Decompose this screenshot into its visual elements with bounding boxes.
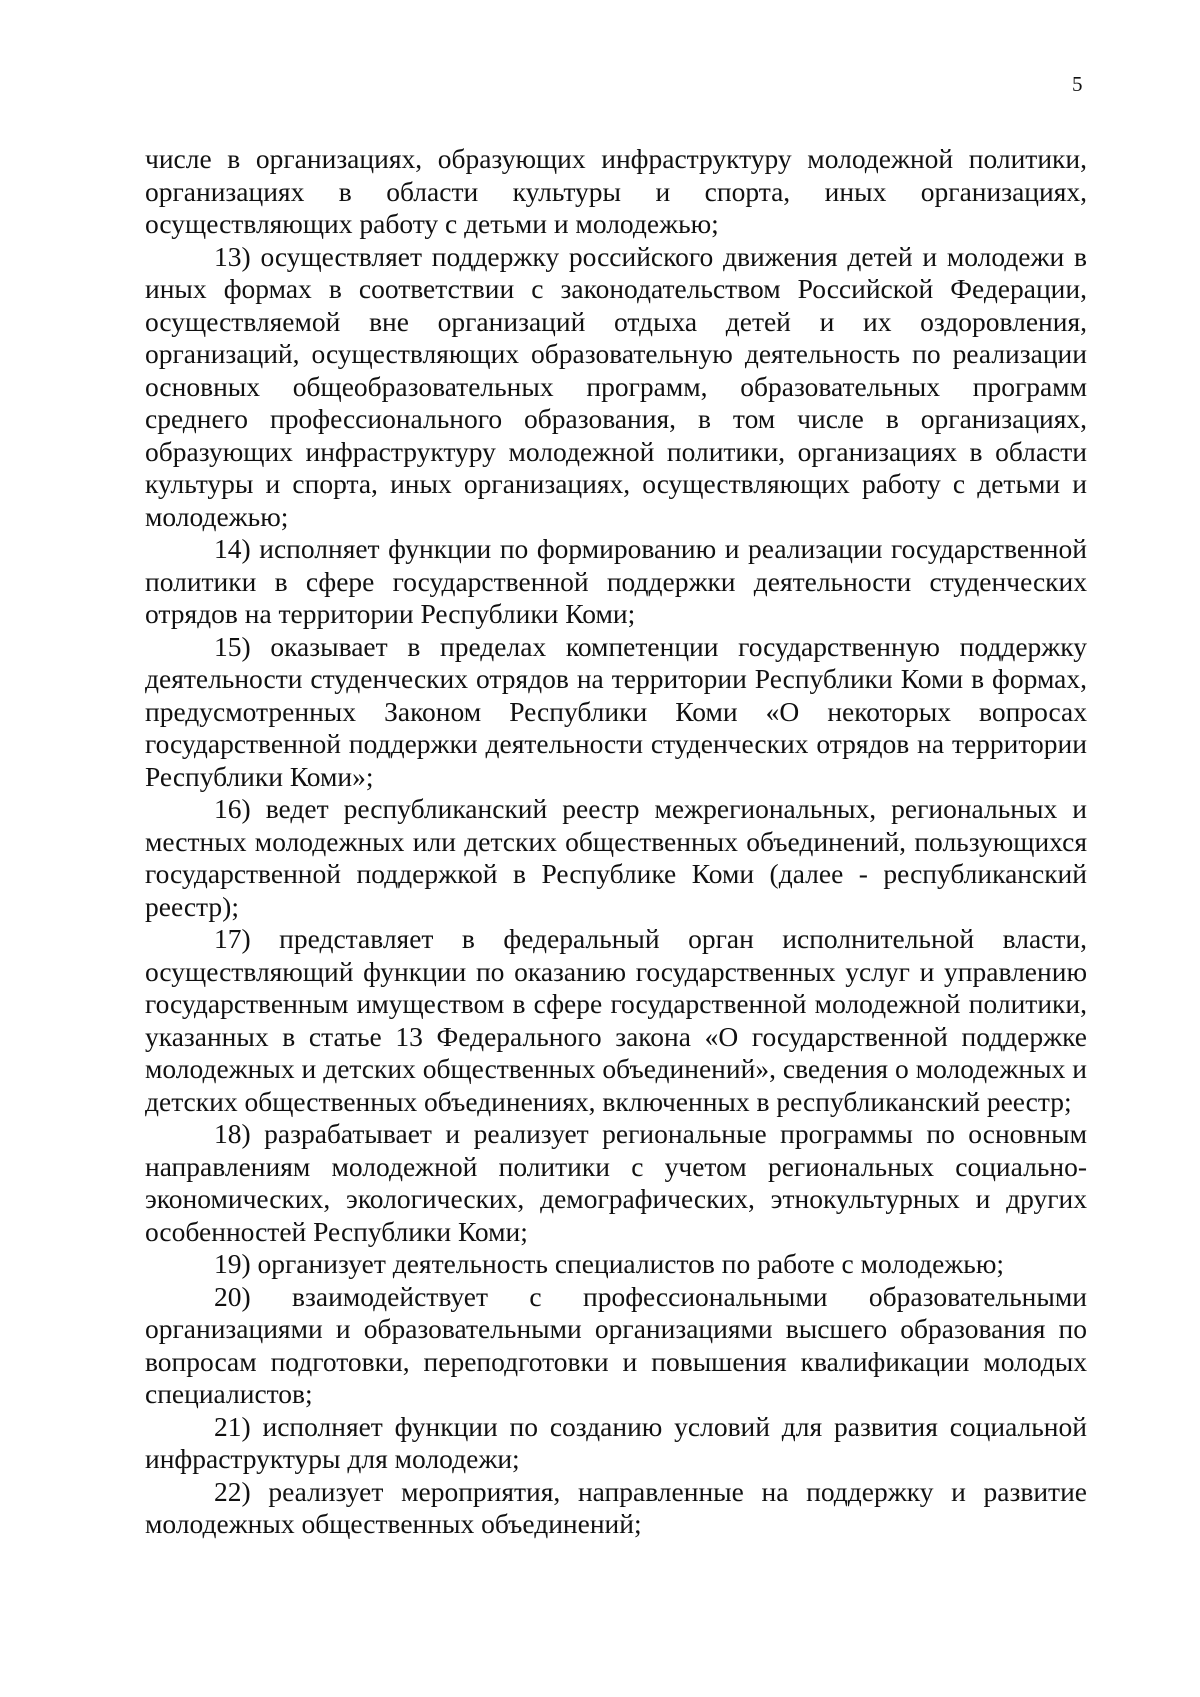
paragraph-item-18: 18) разрабатывает и реализует региональные программы по основным направлениям молодежной политики с учетом региональных социально-экономических, экологических, демографических, этнокультурных и других особенностей Республики Коми; (145, 1118, 1087, 1247)
paragraph-item-14: 14) исполняет функции по формированию и реализации государственной политики в сфере государственной поддержки деятельности студенческих отрядов на территории Республики Коми; (145, 533, 1087, 629)
paragraph-item-15: 15) оказывает в пределах компетенции государственную поддержку деятельности студенческих отрядов на территории Республики Коми в формах, предусмотренных Законом Республики Коми «О некоторых вопросах государственной поддержки деятельности студенческих отрядов на территории Республики Коми»; (145, 630, 1087, 792)
page-number: 5 (1072, 72, 1083, 96)
paragraph-item-13: 13) осуществляет поддержку российского движения детей и молодежи в иных формах в соответствии с законодательством Российской Федерации, осуществляемой вне организаций отдыха детей и их оздоровления, организаций, осуществляющих образовательную деятельность по реализации основных общеобразовательных программ, образовательных программ среднего профессионального образования, в том числе в организациях, образующих инфраструктуру молодежной политики, организациях в области культуры и спорта, иных организациях, осуществляющих работу с детьми и молодежью; (145, 240, 1087, 532)
paragraph-item-22: 22) реализует мероприятия, направленные на поддержку и развитие молодежных общественных объединений; (145, 1475, 1087, 1539)
document-body (145, 143, 1087, 1541)
paragraph-item-20: 20) взаимодействует с профессиональными образовательными организациями и образовательными организациями высшего образования по вопросам подготовки, переподготовки и повышения квалификации молодых специалистов; (145, 1280, 1087, 1409)
paragraph-item-19: 19) организует деятельность специалистов по работе с молодежью; (214, 1248, 1005, 1279)
paragraph-item-16: 16) ведет республиканский реестр межрегиональных, региональных и местных молодежных или детских общественных объединений, пользующихся государственной поддержкой в Республике Коми (далее - республиканский реестр); (145, 793, 1087, 922)
paragraph-continuation: числе в организациях, образующих инфраструктуру молодежной политики, организациях в области культуры и спорта, иных организациях, осуществляющих работу с детьми и молодежью; (145, 143, 1087, 239)
paragraph-item-17: 17) представляет в федеральный орган исполнительной власти, осуществляющий функции по оказанию государственных услуг и управлению государственным имуществом в сфере государственной молодежной политики, указанных в статье 13 Федерального закона «О государственной поддержке молодежных и детских общественных объединений», сведения о молодежных и детских общественных объединениях, включенных в республиканский реестр; (145, 923, 1087, 1117)
paragraph-item-21: 21) исполняет функции по созданию условий для развития социальной инфраструктуры для молодежи; (145, 1410, 1087, 1474)
